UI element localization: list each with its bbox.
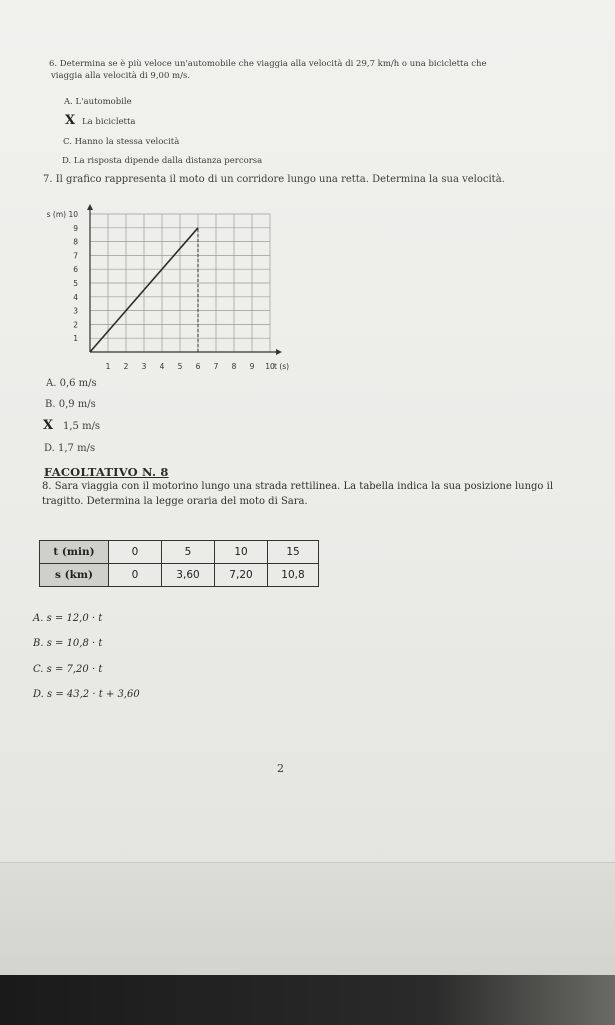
x-tick-label: 5 [177,362,183,371]
y-tick-label: 8 [73,237,78,247]
y-tick-label: 7 [73,251,78,261]
section-title: FACOLTATIVO N. 8 [44,465,169,479]
q7-option-a: A. 0,6 m/s [46,378,97,389]
q8-option-d: D. s = 43,2 · t + 3,60 [33,689,140,700]
q6-option-c: C. Hanno la stessa velocità [63,137,180,147]
y-axis-label: s (m) 10 [46,210,78,219]
table-cell: 5 [162,541,215,564]
table-cell: 10 [215,541,268,564]
y-axis-arrow [87,204,93,210]
q8-text-line2: tragitto. Determina la legge oraria del moto di Sara. [42,496,308,507]
x-tick-label: 7 [213,362,219,371]
q7-option-b: B. 0,9 m/s [45,399,96,410]
page-number: 2 [277,762,284,775]
table-header-cell: s (km) [40,564,109,587]
table-header-cell: t (min) [40,541,109,564]
q6-option-d: D. La risposta dipende dalla distanza percorsa [62,156,263,166]
x-tick-label: 10 [265,362,275,371]
y-tick-label: 9 [73,223,78,233]
x-tick-label: 1 [105,362,111,371]
q8-option-c: C. s = 7,20 · t [33,664,103,675]
q6-selected-mark: X [65,113,76,128]
q6-text-line2: viaggia alla velocità di 9,00 m/s. [51,71,191,81]
position-time-chart [40,202,290,377]
x-tick-label: 2 [123,362,129,371]
table-cell: 0 [109,541,162,564]
q7-option-d: D. 1,7 m/s [44,443,96,454]
q8-option-b: B. s = 10,8 · t [33,638,103,649]
x-tick-label: 3 [141,362,147,371]
y-tick-label: 6 [73,265,78,275]
q6-text-line1: 6. Determina se è più veloce un'automobile che viaggia alla velocità di 29,7 km/h o una bicicletta che [49,59,487,69]
table-cell: 0 [109,564,162,587]
q8-data-table [39,540,319,587]
table-cell: 10,8 [268,564,319,587]
x-tick-label: 9 [249,362,255,371]
table-cell: 3,60 [162,564,215,587]
y-tick-label: 4 [73,292,78,302]
x-tick-label: 6 [195,362,201,371]
q7-text: 7. Il grafico rappresenta il moto di un corridore lungo una retta. Determina la sua velocità. [43,174,505,185]
table-cell: 15 [268,541,319,564]
y-tick-label: 3 [73,306,78,316]
q6-option-a: A. L'automobile [64,97,132,107]
x-tick-label: 8 [231,362,237,371]
q6-option-b: La bicicletta [82,117,136,127]
q8-option-a: A. s = 12,0 · t [33,613,103,624]
table-row [40,541,319,564]
y-tick-label: 1 [73,334,78,344]
x-tick-label: 4 [159,362,165,371]
y-tick-label: 5 [73,279,78,288]
x-axis-label: t (s) [274,362,290,371]
q7-graph [40,202,290,377]
q8-text-line1: 8. Sara viaggia con il motorino lungo una strada rettilinea. La tabella indica la sua posizione lungo il [42,481,554,492]
x-axis-arrow [276,349,282,355]
y-tick-label: 2 [73,320,78,330]
paper-fold [0,862,615,976]
table-cell: 7,20 [215,564,268,587]
desk-background [0,975,615,1025]
table-row [40,564,319,587]
q7-selected-mark: X [43,418,54,433]
q7-option-c: 1,5 m/s [63,421,101,432]
